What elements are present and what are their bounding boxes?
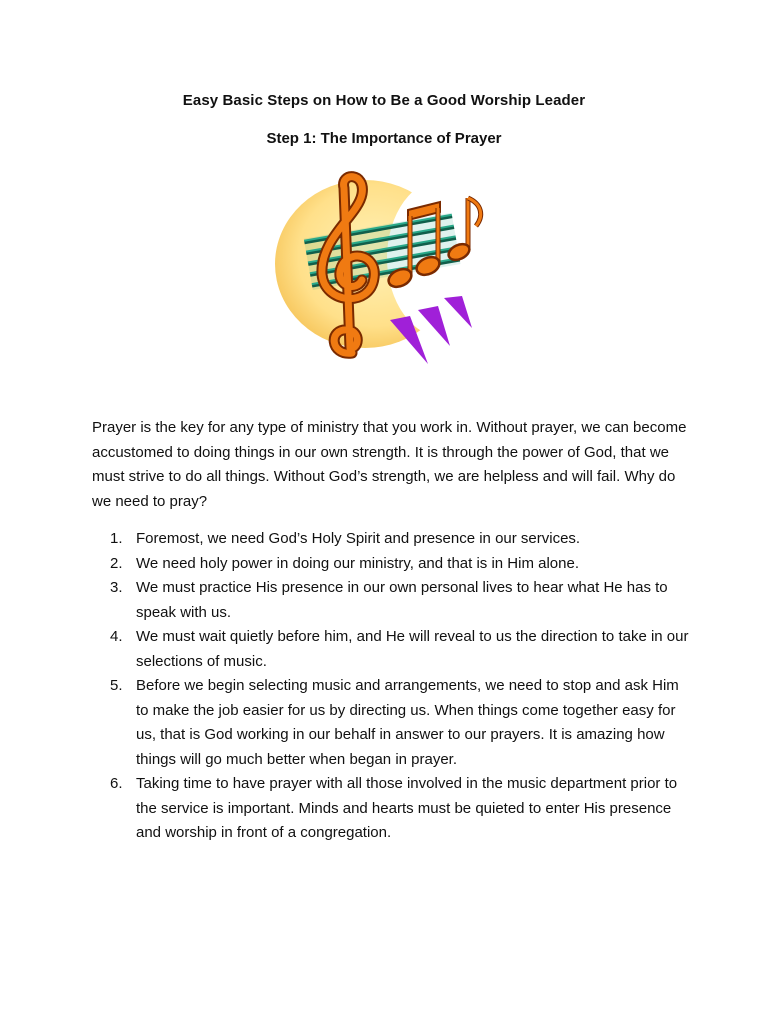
document-title: Easy Basic Steps on How to Be a Good Worship Leader [182, 92, 586, 109]
list-item-number: 5. [110, 677, 123, 694]
intro-paragraph: Prayer is the key for any type of ministry that you work in. Without prayer, we can become accustomed to doing things in our own strength. It is through the power of God, that we must strive to do all things. Without God’s strength, we are helpless and will fail. Why do we need to pray? [92, 419, 687, 510]
list-item [92, 674, 692, 772]
list-item-number: 1. [110, 530, 123, 547]
list-item-number: 2. [110, 554, 123, 572]
list-item [92, 552, 692, 577]
list-item-text: We must practice His presence in our own personal lives to hear what He has to speak with us. [136, 579, 668, 621]
list-item-text: We need holy power in doing our ministry, and that is in Him alone. [136, 554, 580, 572]
list-item [92, 772, 692, 846]
list-item-text: Before we begin selecting music and arrangements, we need to stop and ask Him to make the job easier for us by directing us. When things come together easy for us, that is God working in our behalf in answer to our prayers. It is amazing how things will go much better when began in prayer. [136, 677, 679, 768]
list-item-number: 6. [110, 775, 123, 792]
list-item-number: 4. [110, 628, 123, 645]
steps-list [92, 527, 692, 846]
document-subtitle: Step 1: The Importance of Prayer [266, 130, 502, 147]
list-item [92, 625, 692, 674]
list-item-text: Taking time to have prayer with all those involved in the music department prior to the service is important. Minds and hearts must be quieted to enter His presence and worship in front of a congregation. [136, 775, 678, 841]
music-notes-clipart-icon [270, 168, 490, 368]
list-item-number: 3. [110, 579, 123, 596]
list-item [92, 527, 692, 552]
list-item-text: We must wait quietly before him, and He will reveal to us the direction to take in our selections of music. [136, 628, 689, 670]
list-item-text: Foremost, we need God’s Holy Spirit and presence in our services. [136, 530, 581, 547]
list-item [92, 576, 692, 625]
